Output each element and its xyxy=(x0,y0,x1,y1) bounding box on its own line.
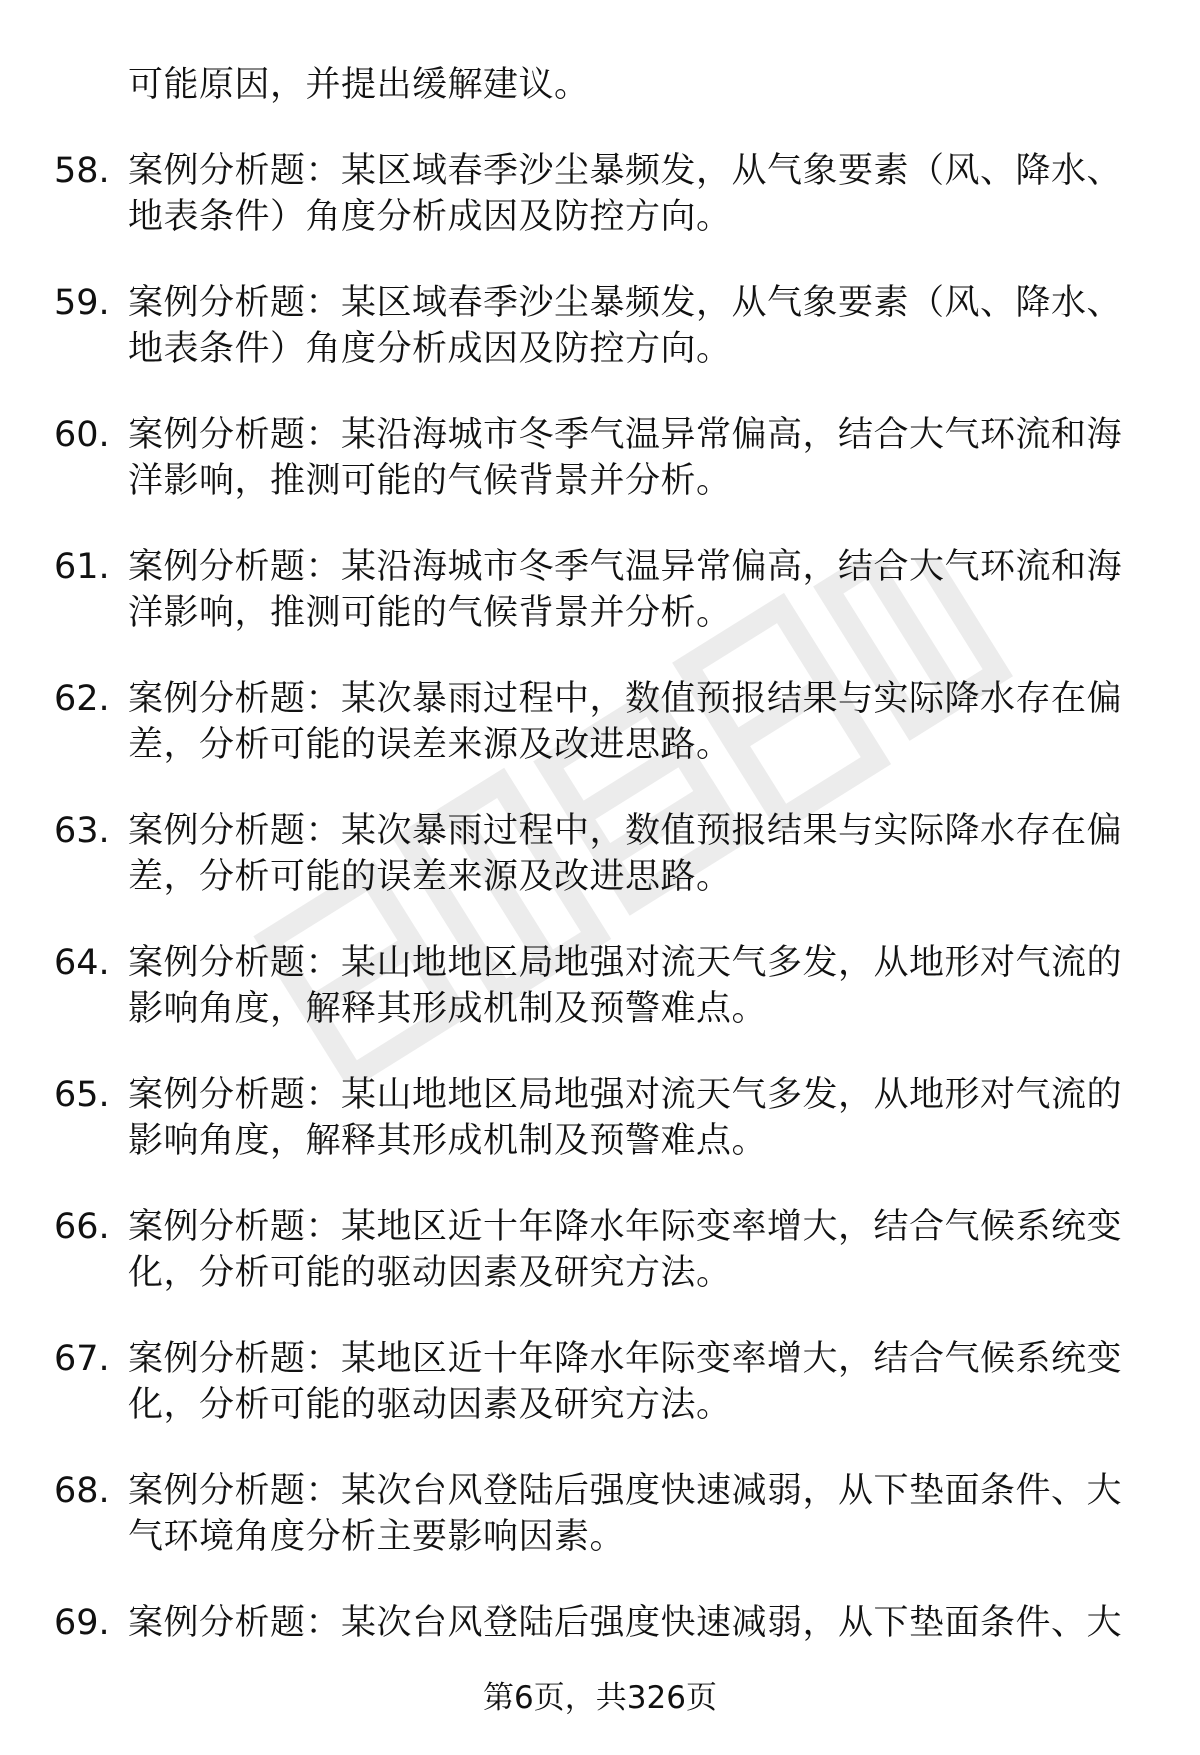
question-text xyxy=(128,1336,1134,1428)
question-line: 案例分析题：某地区近十年降水年际变率增大，结合气候系统变 xyxy=(128,1339,1123,1379)
question-line: 案例分析题：某区域春季沙尘暴频发，从气象要素（风、降水、 xyxy=(128,283,1123,323)
question-number: 66. xyxy=(54,1207,110,1247)
question-item xyxy=(54,1204,1134,1296)
question-line: 化，分析可能的驱动因素及研究方法。 xyxy=(128,1253,732,1293)
question-line: 洋影响，推测可能的气候背景并分析。 xyxy=(128,593,732,633)
question-item xyxy=(54,412,1134,504)
question-line: 洋影响，推测可能的气候背景并分析。 xyxy=(128,461,732,501)
question-number: 60. xyxy=(54,415,110,455)
continuation-text: 可能原因，并提出缓解建议。 xyxy=(128,65,590,105)
question-text xyxy=(128,676,1134,768)
question-item xyxy=(54,1336,1134,1428)
question-number: 65. xyxy=(54,1075,110,1115)
question-line: 案例分析题：某次暴雨过程中，数值预报结果与实际降水存在偏 xyxy=(128,679,1123,719)
question-line: 影响角度，解释其形成机制及预警难点。 xyxy=(128,989,768,1029)
question-list xyxy=(54,62,1134,1686)
question-text xyxy=(128,1204,1134,1296)
question-text xyxy=(128,808,1134,900)
question-number: 61. xyxy=(54,547,110,587)
question-number: 64. xyxy=(54,943,110,983)
question-text xyxy=(128,1072,1134,1164)
question-item xyxy=(54,148,1134,240)
question-line: 差，分析可能的误差来源及改进思路。 xyxy=(128,857,732,897)
question-number: 58. xyxy=(54,151,110,191)
question-text xyxy=(128,1600,1134,1646)
question-line: 案例分析题：某次台风登陆后强度快速减弱，从下垫面条件、大 xyxy=(128,1603,1123,1643)
question-text xyxy=(128,148,1134,240)
question-line: 地表条件）角度分析成因及防控方向。 xyxy=(128,197,732,237)
question-item xyxy=(54,808,1134,900)
question-text xyxy=(128,412,1134,504)
question-number: 59. xyxy=(54,283,110,323)
question-line: 案例分析题：某山地地区局地强对流天气多发，从地形对气流的 xyxy=(128,943,1123,983)
question-number: 62. xyxy=(54,679,110,719)
question-line: 案例分析题：某山地地区局地强对流天气多发，从地形对气流的 xyxy=(128,1075,1123,1115)
question-line: 影响角度，解释其形成机制及预警难点。 xyxy=(128,1121,768,1161)
question-line: 案例分析题：某沿海城市冬季气温异常偏高，结合大气环流和海 xyxy=(128,547,1123,587)
question-line: 案例分析题：某沿海城市冬季气温异常偏高，结合大气环流和海 xyxy=(128,415,1123,455)
question-item xyxy=(54,280,1134,372)
question-line: 案例分析题：某区域春季沙尘暴频发，从气象要素（风、降水、 xyxy=(128,151,1123,191)
question-line: 地表条件）角度分析成因及防控方向。 xyxy=(128,329,732,369)
question-line: 气环境角度分析主要影响因素。 xyxy=(128,1517,626,1557)
question-line: 案例分析题：某次台风登陆后强度快速减弱，从下垫面条件、大 xyxy=(128,1471,1123,1511)
question-number: 63. xyxy=(54,811,110,851)
question-item xyxy=(54,676,1134,768)
question-item xyxy=(54,1468,1134,1560)
question-text xyxy=(128,1468,1134,1560)
question-number: 69. xyxy=(54,1603,110,1643)
question-text xyxy=(128,280,1134,372)
question-line: 案例分析题：某次暴雨过程中，数值预报结果与实际降水存在偏 xyxy=(128,811,1123,851)
question-line: 化，分析可能的驱动因素及研究方法。 xyxy=(128,1385,732,1425)
question-text xyxy=(128,544,1134,636)
question-text xyxy=(128,940,1134,1032)
question-item xyxy=(54,940,1134,1032)
question-item xyxy=(54,1600,1134,1646)
question-line: 案例分析题：某地区近十年降水年际变率增大，结合气候系统变 xyxy=(128,1207,1123,1247)
question-line: 差，分析可能的误差来源及改进思路。 xyxy=(128,725,732,765)
page-footer: 第6页，共326页 xyxy=(483,1680,717,1716)
question-item xyxy=(54,1072,1134,1164)
question-number: 68. xyxy=(54,1471,110,1511)
question-number: 67. xyxy=(54,1339,110,1379)
question-item xyxy=(54,544,1134,636)
